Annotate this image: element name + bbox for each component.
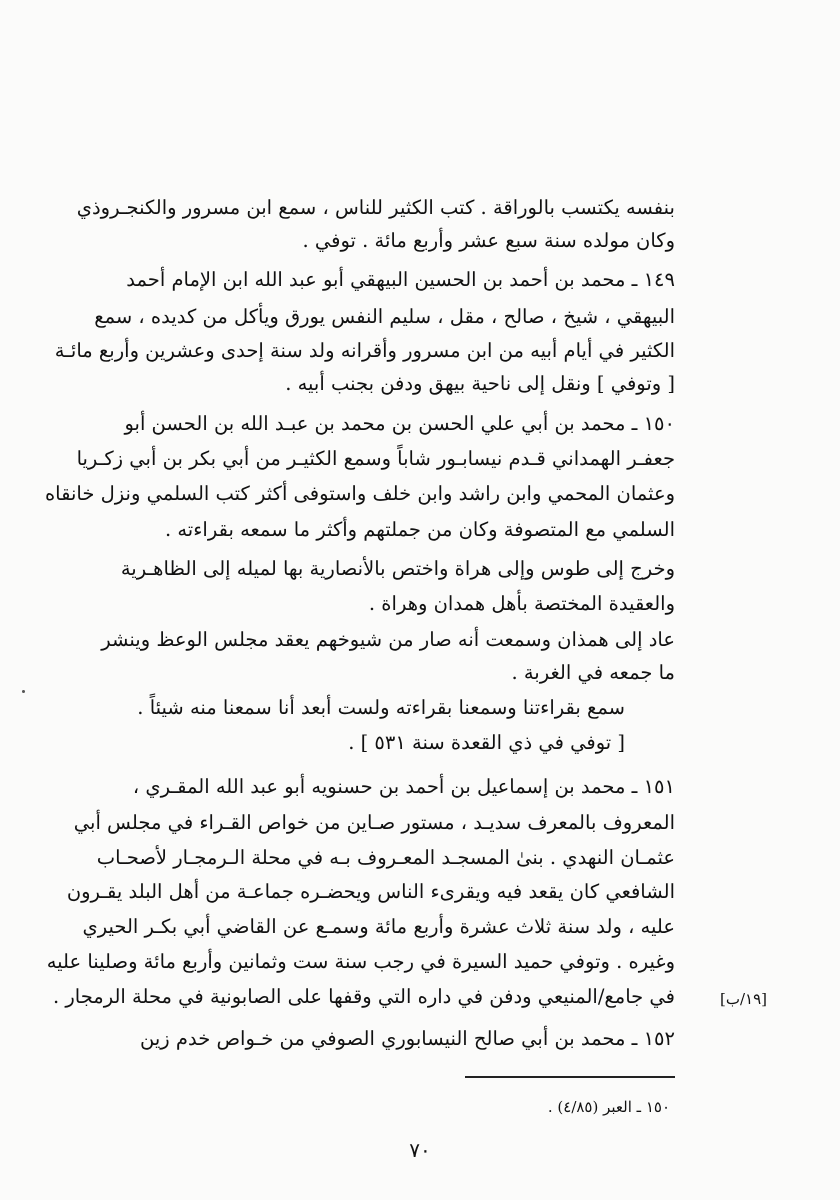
text-line: السلمي مع المتصوفة وكان من جملتهم وأكثر ما سمعه بقراءته . — [164, 518, 675, 541]
text-line: وكان مولده سنة سبع عشر وأربع مائة . توفي . — [302, 229, 675, 252]
text-line: وعثمان المحمي وابن راشد وابن خلف واستوفى أكثر كتب السلمي ونزل خانقاه — [44, 482, 675, 505]
text-line: البيهقي ، شيخ ، صالح ، مقل ، سليم النفس يورق ويأكل من كديده ، سمع — [94, 305, 675, 328]
text-line: عثمـان النهدي . بنىٰ المسجـد المعـروف بـه في محلة الـرمجـار لأصحـاب — [96, 846, 675, 869]
text-line: عليه ، ولد سنة ثلاث عشرة وأربع مائة وسمـع عن القاضي أبي بكـر الحيري — [82, 915, 675, 938]
text-line: [ وتوفي ] ونقل إلى ناحية بيهق ودفن بجنب أبيه . — [285, 372, 675, 395]
entry-151-line: ١٥١ ـ محمد بن إسماعيل بن أحمد بن حسنويه أبو عبد الله المقـري ، — [132, 775, 675, 798]
text-line: الكثير في أيام أبيه من ابن مسرور وأقرانه ولد سنة إحدى وعشرين وأربع مائـة — [54, 339, 675, 362]
text-line: ما جمعه في الغربة . — [511, 661, 675, 684]
text-line: وخرج إلى طوس وإلى هراة واختص بالأنصارية بها لميله إلى الظاهـرية — [120, 557, 675, 580]
text-line: عاد إلى همذان وسمعت أنه صار من شيوخهم يعقد مجلس الوعظ وينشر — [101, 628, 675, 651]
page-number: ٧٠ — [409, 1138, 431, 1162]
footnote-separator — [465, 1076, 675, 1078]
footnote: ١٥٠ ـ العبر (٤/٨٥) . — [547, 1098, 670, 1116]
text-line: بنفسه يكتسب بالوراقة . كتب الكثير للناس ، سمع ابن مسرور والكنجـروذي — [76, 196, 675, 219]
text-line: الشافعي كان يقعد فيه ويقرىء الناس ويحضـره جماعـة من أهل البلد يقـرون — [66, 880, 675, 903]
entry-152-line: ١٥٢ ـ محمد بن أبي صالح النيسابوري الصوفي من خـواص خدم زين — [140, 1027, 675, 1050]
text-line: في جامع/المنيعي ودفن في داره التي وقفها على الصابونية في محلة الرمجار . — [52, 985, 675, 1008]
text-line: سمع بقراءتنا وسمعنا بقراءته ولست أبعد أنا سمعنا منه شيئاً . — [137, 696, 625, 719]
text-line: والعقيدة المختصة بأهل همدان وهراة . — [368, 592, 675, 615]
text-line: المعروف بالمعرف سديـد ، مستور صـاين من خواص القـراء في مجلس أبي — [73, 811, 675, 834]
scan-speck — [22, 690, 25, 693]
text-line: [ توفي في ذي القعدة سنة ٥٣١ ] . — [348, 731, 625, 754]
text-line: جعفـر الهمداني قـدم نيسابـور شاباً وسمع الكثيـر من أبي بكر بن أبي زكـريا — [76, 447, 675, 470]
text-line: وغيره . وتوفي حميد السيرة في رجب سنة ست وثمانين وأربع مائة وصلينا عليه — [46, 950, 675, 973]
entry-150-line: ١٥٠ ـ محمد بن أبي علي الحسن بن محمد بن عبـد الله بن الحسن أبو — [124, 412, 675, 435]
manuscript-folio-marker: [١٩/ب] — [720, 990, 768, 1008]
entry-149-line: ١٤٩ ـ محمد بن أحمد بن الحسين البيهقي أبو عبد الله ابن الإمام أحمد — [126, 268, 675, 291]
